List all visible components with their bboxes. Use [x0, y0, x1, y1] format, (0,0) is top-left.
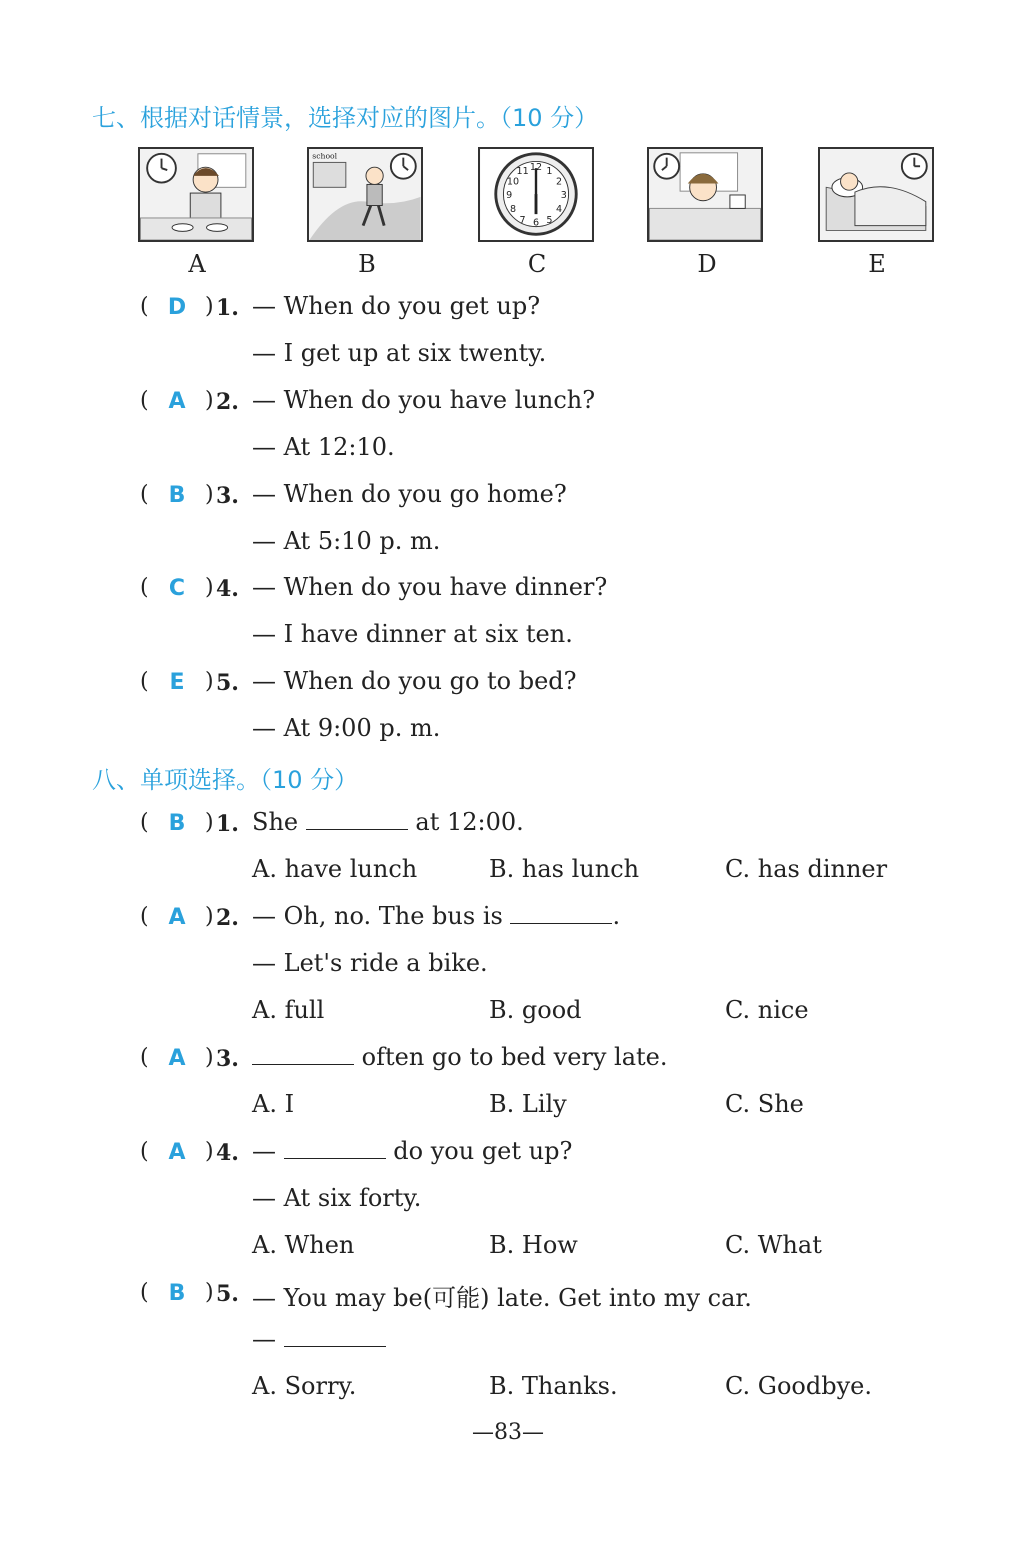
answer: D	[167, 295, 187, 320]
question-line-2: —	[252, 1325, 386, 1353]
section-7-title: 七、根据对话情景，选择对应的图片。（10 分）	[92, 104, 599, 132]
answer-blank	[284, 1138, 386, 1159]
question-text: often go to bed very late.	[252, 1043, 668, 1071]
option-c: C. She	[725, 1090, 804, 1118]
question-text: — Oh, no. The bus is .	[252, 902, 621, 930]
svg-text:10: 10	[506, 176, 520, 188]
question-text: — do you get up?	[252, 1137, 573, 1165]
answer-blank	[252, 1044, 354, 1065]
girl-waking-up-icon	[649, 149, 761, 240]
option-a: A. have lunch	[252, 855, 418, 883]
option-c: C. nice	[725, 996, 809, 1024]
picture-label-e: E	[868, 250, 886, 278]
question-text: — When do you get up?	[252, 292, 541, 320]
svg-text:9: 9	[506, 189, 513, 201]
picture-d	[647, 147, 763, 242]
question-text: — When do you go home?	[252, 480, 567, 508]
question-line-2: — At six forty.	[252, 1184, 422, 1212]
answer: B	[168, 483, 186, 508]
svg-text:11: 11	[516, 165, 529, 177]
answer: A	[168, 905, 186, 930]
answer-blank	[284, 1326, 386, 1347]
section-8-title: 八、单项选择。（10 分）	[92, 766, 359, 794]
svg-text:2: 2	[555, 176, 563, 188]
answer: A	[168, 1140, 186, 1165]
svg-text:4: 4	[555, 204, 563, 216]
picture-label-d: D	[697, 250, 717, 278]
svg-text:1: 1	[546, 165, 553, 177]
question-number: 2.	[216, 905, 239, 931]
clock-icon	[480, 149, 592, 240]
boy-walking-to-school-icon	[309, 149, 421, 240]
svg-text:5: 5	[546, 214, 553, 226]
svg-text:3: 3	[560, 189, 567, 201]
question-number: 4.	[216, 1140, 239, 1166]
option-a: A. Sorry.	[252, 1372, 357, 1400]
picture-label-b: B	[358, 250, 376, 278]
question-number: 4.	[216, 576, 239, 602]
picture-label-c: C	[527, 250, 547, 278]
option-b: B. good	[489, 996, 582, 1024]
option-a: A. I	[252, 1090, 295, 1118]
question-text: — When do you have dinner?	[252, 573, 608, 601]
picture-e	[818, 147, 934, 242]
option-c: C. What	[725, 1231, 822, 1259]
svg-text:12: 12	[529, 162, 543, 174]
option-b: B. Lily	[489, 1090, 567, 1118]
answer-text: — At 12:10.	[252, 433, 395, 461]
answer-text: — I have dinner at six ten.	[252, 620, 573, 648]
answer-blank	[510, 903, 612, 924]
question-text: She at 12:00.	[252, 808, 524, 836]
svg-text:7: 7	[519, 214, 526, 226]
svg-text:8: 8	[509, 204, 517, 216]
option-b: B. Thanks.	[489, 1372, 618, 1400]
question-number: 2.	[216, 389, 239, 415]
question-text: — You may be(可能) late. Get into my car.	[252, 1284, 752, 1312]
answer-text: — At 9:00 p. m.	[252, 714, 441, 742]
question-text: — When do you have lunch?	[252, 386, 596, 414]
picture-label-a: A	[188, 250, 206, 278]
answer: B	[168, 1281, 186, 1306]
boy-eating-lunch-icon	[140, 149, 252, 240]
svg-text:6: 6	[532, 217, 540, 229]
answer: A	[168, 1046, 186, 1071]
option-a: A. full	[252, 996, 325, 1024]
question-number: 1.	[216, 811, 239, 837]
answer-text: — I get up at six twenty.	[252, 339, 547, 367]
question-text: — When do you go to bed?	[252, 667, 577, 695]
answer: A	[168, 389, 186, 414]
option-b: B. How	[489, 1231, 578, 1259]
question-line-2: — Let's ride a bike.	[252, 949, 488, 977]
question-number: 3.	[216, 483, 239, 509]
option-a: A. When	[252, 1231, 355, 1259]
option-c: C. Goodbye.	[725, 1372, 872, 1400]
question-number: 3.	[216, 1046, 239, 1072]
picture-c	[478, 147, 594, 242]
answer: E	[169, 670, 185, 695]
option-c: C. has dinner	[725, 855, 888, 883]
page-number: —83—	[472, 1420, 544, 1445]
question-number: 1.	[216, 295, 239, 321]
school-sign: school	[312, 151, 338, 161]
option-b: B. has lunch	[489, 855, 640, 883]
answer: B	[168, 811, 186, 836]
answer-text: — At 5:10 p. m.	[252, 527, 441, 555]
answer-blank	[306, 809, 408, 830]
question-number: 5.	[216, 670, 239, 696]
answer: C	[168, 576, 186, 601]
picture-a	[138, 147, 254, 242]
person-sleeping-icon	[820, 149, 932, 240]
picture-b	[307, 147, 423, 242]
question-number: 5.	[216, 1281, 239, 1307]
